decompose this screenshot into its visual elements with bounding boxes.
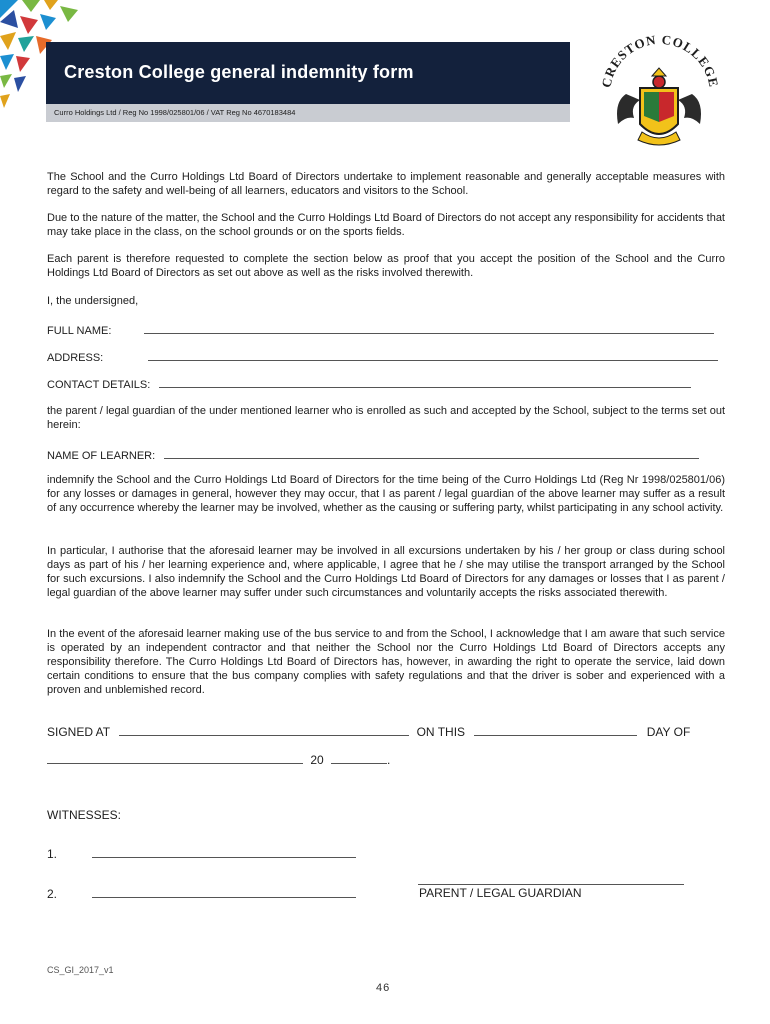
indemnify-paragraph: indemnify the School and the Curro Holdings Ltd Board of Directors for the time being of the Curro Holdings Ltd (Reg Nr 1998/025801/06) for any losses or damages in general, however they may occur, that I as parent / legal guardian of the above learner may suffer as a result of any occurrence whereby the learner may be involved, whether as the causing or suffering party, whilst participating in any school activity.: [47, 474, 725, 514]
svg-text:CRESTON COLLEGE: CRESTON COLLEGE: [598, 32, 722, 89]
address-field[interactable]: [148, 349, 718, 361]
witness-2-number: 2.: [47, 887, 58, 901]
undersigned-text: I, the undersigned,: [47, 295, 139, 307]
learner-name-row: [47, 447, 699, 463]
month-field[interactable]: [47, 752, 303, 764]
guardian-signature-field[interactable]: [418, 872, 684, 885]
school-crest-logo: [596, 32, 722, 152]
witness-1-row: [47, 846, 356, 861]
excursions-paragraph: In particular, I authorise that the aforesaid learner may be involved in all excursions undertaken by his / her group or class during school days as part of his / her learning experience and, where applicable, I agree that he / she may utilise the transport arranged by the School for such excursions. I also indemnify the School and the Curro Holdings Ltd Board of Directors for any damages or losses that I as parent / legal guardian of the above learner may suffer under such circumstances and voluntarily accepts the risks associated therewith.: [47, 545, 725, 599]
page-title: Creston College general indemnity form: [64, 62, 414, 82]
page-number: 46: [376, 982, 391, 994]
learner-name-field[interactable]: [164, 447, 699, 459]
witnesses-label: WITNESSES:: [47, 808, 122, 822]
contact-details-field[interactable]: [159, 376, 691, 388]
on-this-label: ON THIS: [416, 725, 466, 739]
address-label: ADDRESS:: [47, 352, 104, 364]
contact-details-label: CONTACT DETAILS:: [47, 379, 151, 391]
date-row: [47, 752, 390, 767]
signed-at-label: SIGNED AT: [47, 725, 110, 739]
year-field[interactable]: [331, 752, 387, 764]
witness-1-field[interactable]: [92, 846, 356, 858]
witness-2-field[interactable]: [92, 886, 356, 898]
document-code: CS_GI_2017_v1: [47, 965, 114, 975]
day-field[interactable]: [474, 724, 637, 736]
guardian-paragraph: the parent / legal guardian of the under mentioned learner who is enrolled as such and accepted by the School, subject to the terms set out herein:: [47, 405, 725, 431]
learner-name-label: NAME OF LEARNER:: [47, 450, 156, 462]
header-band: [46, 42, 570, 104]
full-name-row: [47, 322, 714, 338]
bus-service-paragraph: In the event of the aforesaid learner making use of the bus service to and from the School, I acknowledge that I am aware that such service is operated by an independent contractor and that neither the School nor the Curro Holdings Ltd Board of Directors accepts any responsibility therefore. The Curro Holdings Ltd Board of Directors has, however, in awarding the right to operate the service, laid down certain conditions to ensure that the bus company complies with safety regulations and that the driver is sober and experienced with a proven and unblemished record.: [47, 628, 725, 696]
full-name-label: FULL NAME:: [47, 325, 112, 337]
date-period: .: [387, 753, 391, 767]
full-name-field[interactable]: [144, 322, 714, 334]
signed-at-row: [47, 724, 690, 739]
signed-at-field[interactable]: [119, 724, 409, 736]
responsibility-paragraph: Due to the nature of the matter, the School and the Curro Holdings Ltd Board of Directors do not accept any responsibility for accidents that may take place in the class, on the school grounds or on the sports fields.: [47, 212, 725, 238]
intro-paragraph: The School and the Curro Holdings Ltd Board of Directors undertake to implement reasonable and generally acceptable measures with regard to the safety and well-being of all learners, educators and visitors to the School.: [47, 171, 725, 197]
request-paragraph: Each parent is therefore requested to complete the section below as proof that you accept the position of the School and the Curro Holdings Ltd Board of Directors as set out above as well as the risks involved therewith.: [47, 253, 725, 279]
witness-2-row: [47, 886, 356, 901]
year-prefix-label: 20: [310, 753, 324, 767]
company-registration-text: Curro Holdings Ltd / Reg No 1998/025801/06 / VAT Reg No 4670183484: [54, 108, 296, 117]
contact-details-row: [47, 376, 691, 392]
guardian-label: PARENT / LEGAL GUARDIAN: [419, 886, 582, 900]
day-of-label: DAY OF: [646, 725, 691, 739]
address-row: [47, 349, 718, 365]
witness-1-number: 1.: [47, 847, 58, 861]
company-registration-bar: [46, 104, 570, 122]
